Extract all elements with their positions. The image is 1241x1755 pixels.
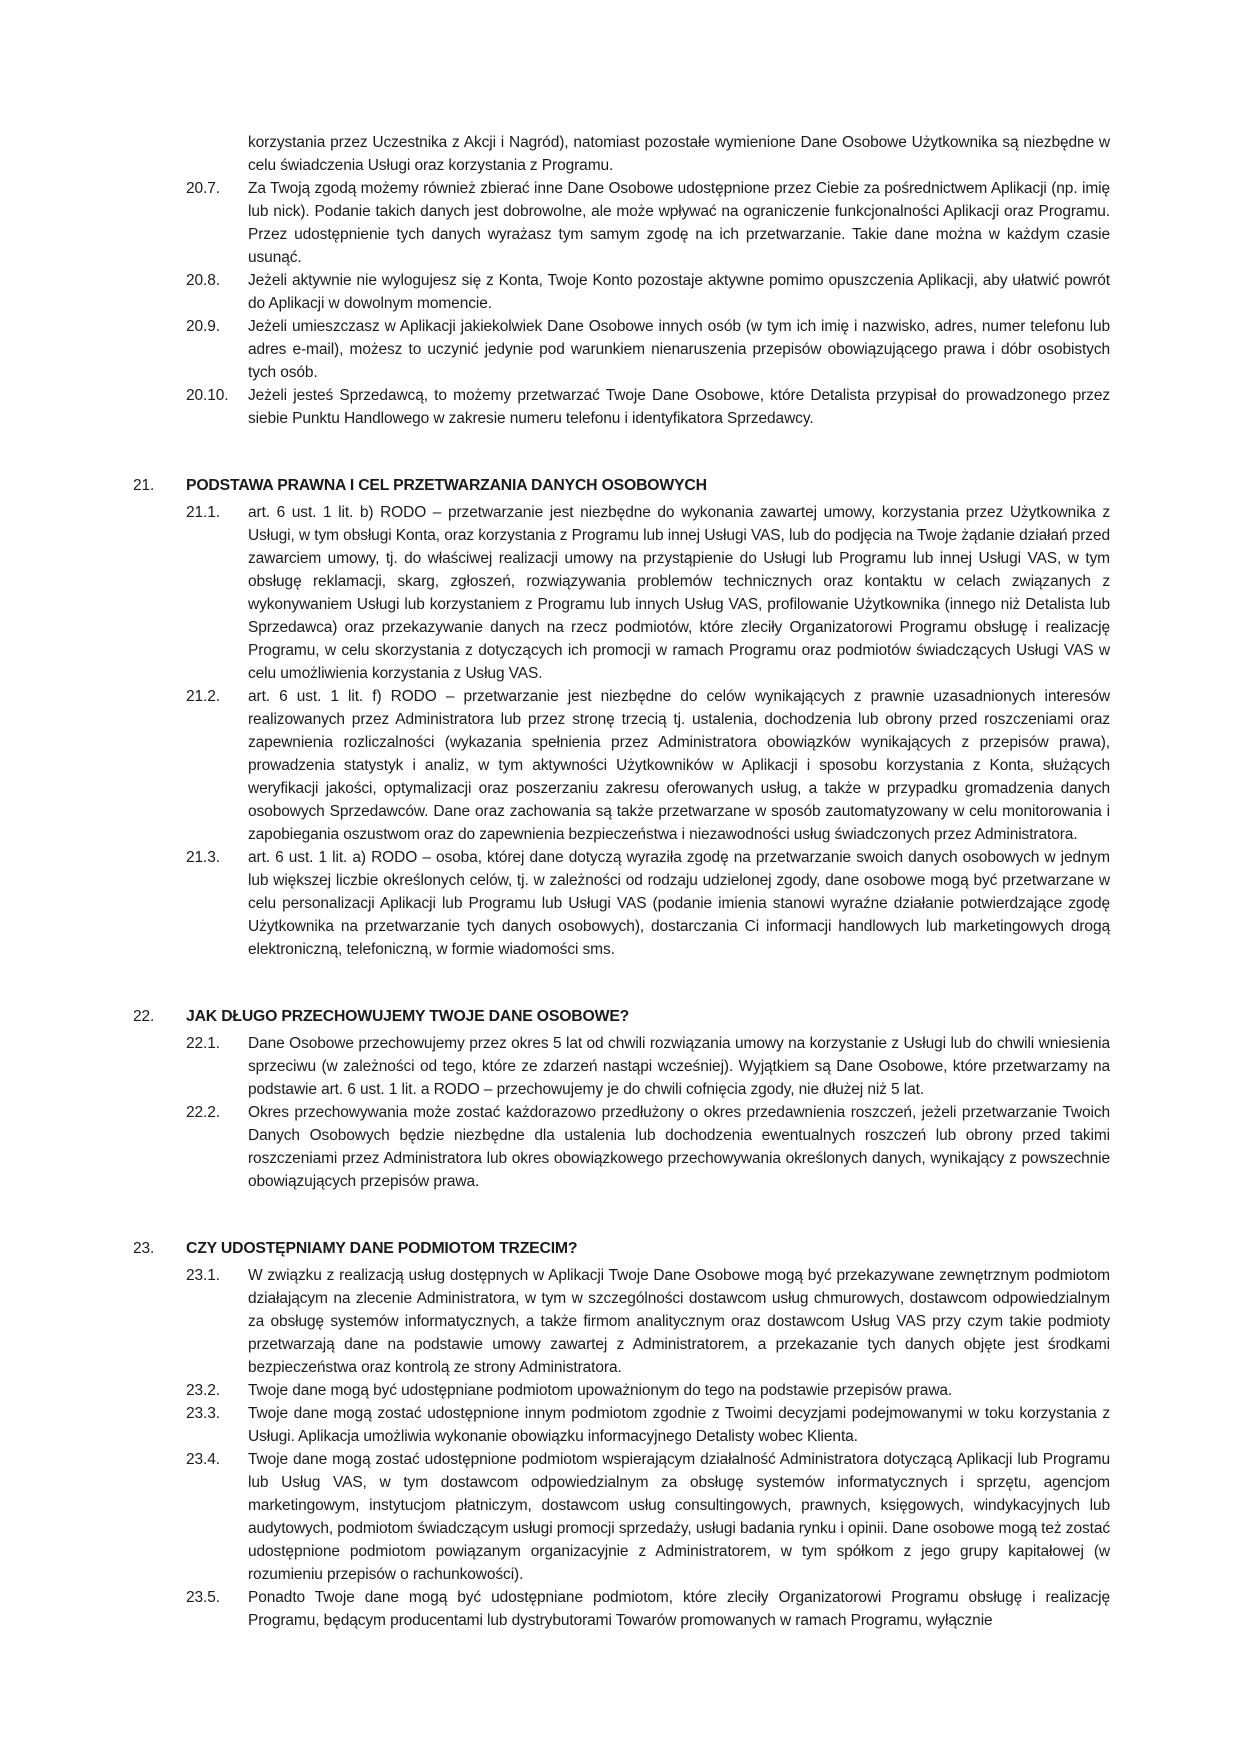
section-22-heading bbox=[133, 1005, 1110, 1028]
section-title: CZY UDOSTĘPNIAMY DANE PODMIOTOM TRZECIM? bbox=[186, 1240, 578, 1257]
clause-text: Twoje dane mogą zostać udostępnione podmiotom wspierającym działalność Administratora dotyczącą Aplikacji lub Programu lub Usług VAS, w tym dostawcom odpowiedzialnym za obsługę systemów informatycznych i sprzętu, agencjom marketingowym, instytucjom płatniczym, dostawcom usług consultingowych, prawnych, księgowych, windykacyjnych lub audytowych, podmiotom świadczącym usługi promocji sprzedaży, usługi badania rynku i opinii. Dane osobowe mogą też zostać udostępnione podmiotom powiązanym organizacyjnie z Administratorem, w tym spółkom z jego grupy kapitałowej (w rozumieniu przepisów o rachunkowości). bbox=[248, 1451, 1110, 1583]
clause-number: 23.5. bbox=[186, 1589, 220, 1606]
section-number: 23. bbox=[133, 1240, 155, 1257]
clause-text: Jeżeli jesteś Sprzedawcą, to możemy przetwarzać Twoje Dane Osobowe, które Detalista przypisał do prowadzonego przez siebie Punktu Handlowego w zakresie numeru telefonu i identyfikatora Sprzedawcy. bbox=[248, 387, 1110, 427]
clause-text: Jeżeli aktywnie nie wylogujesz się z Konta, Twoje Konto pozostaje aktywne pomimo opuszczenia Aplikacji, aby ułatwić powrót do Aplikacji w dowolnym momencie. bbox=[248, 272, 1110, 312]
clause-number: 23.2. bbox=[186, 1382, 220, 1399]
clause-22-2 bbox=[186, 1101, 1110, 1193]
section-21-heading bbox=[133, 474, 1110, 497]
clause-number: 23.3. bbox=[186, 1405, 220, 1422]
clause-number: 20.10. bbox=[186, 387, 229, 404]
clause-number: 20.8. bbox=[186, 272, 220, 289]
paragraph-continuation: korzystania przez Uczestnika z Akcji i Nagród), natomiast pozostałe wymienione Dane Osobowe Użytkownika są niezbędne w celu świadczenia Usługi oraz korzystania z Programu. bbox=[248, 134, 1110, 174]
clause-text: Za Twoją zgodą możemy również zbierać inne Dane Osobowe udostępnione przez Ciebie za pośrednictwem Aplikacji (np. imię lub nick). Podanie takich danych jest dobrowolne, ale może wpływać na ograniczenie funkcjonalności Aplikacji oraz Programu. Przez udostępnienie tych danych wyrażasz tym samym zgodę na ich przetwarzanie. Takie dane można w każdym czasie usunąć. bbox=[248, 180, 1110, 266]
clause-number: 20.9. bbox=[186, 318, 220, 335]
clause-number: 21.1. bbox=[186, 504, 220, 521]
clause-text: art. 6 ust. 1 lit. b) RODO – przetwarzanie jest niezbędne do wykonania zawartej umowy, korzystania przez Użytkownika z Usługi, w tym obsługi Konta, oraz korzystania z Programu lub innej Usługi VAS, lub do podjęcia na Twoje żądanie działań przed zawarciem umowy, tj. do właściwej realizacji umowy na przystąpienie do Usługi lub Programu lub innej Usługi VAS, w tym obsługę reklamacji, skarg, zgłoszeń, rozwiązywania problemów technicznych oraz kontaktu w celach związanych z wykonywaniem Usługi lub korzystaniem z Programu lub innych Usług VAS, profilowanie Użytkownika (innego niż Detalista lub Sprzedawca) oraz przekazywanie danych na rzecz podmiotów, które zleciły Organizatorowi Programu obsługę i realizację Programu, w celu skorzystania z dotyczących ich promocji w ramach Programu oraz podmiotów świadczących Usługi VAS w celu umożliwienia korzystania z Usług VAS. bbox=[248, 504, 1110, 682]
clause-20-9 bbox=[186, 315, 1110, 384]
clause-number: 20.7. bbox=[186, 180, 220, 197]
clause-20-10 bbox=[186, 384, 1110, 430]
clause-23-4 bbox=[186, 1448, 1110, 1586]
clause-23-5 bbox=[186, 1586, 1110, 1632]
clause-text: Ponadto Twoje dane mogą być udostępniane podmiotom, które zleciły Organizatorowi Programu obsługę i realizację Programu, będącym producentami lub dystrybutorami Towarów promowanych w ramach Programu, wyłącznie bbox=[248, 1589, 1110, 1629]
clause-text: Twoje dane mogą być udostępniane podmiotom upoważnionym do tego na podstawie przepisów prawa. bbox=[248, 1382, 953, 1399]
document-page bbox=[133, 131, 1110, 1632]
clause-21-3 bbox=[186, 846, 1110, 961]
clause-number: 22.2. bbox=[186, 1104, 220, 1121]
clause-21-2 bbox=[186, 685, 1110, 846]
clause-22-1 bbox=[186, 1032, 1110, 1101]
clause-23-1 bbox=[186, 1264, 1110, 1379]
clause-20-7 bbox=[186, 177, 1110, 269]
clause-number: 21.3. bbox=[186, 849, 220, 866]
clause-text: Jeżeli umieszczasz w Aplikacji jakiekolwiek Dane Osobowe innych osób (w tym ich imię i nazwisko, adres, numer telefonu lub adres e-mail), możesz to uczynić jedynie pod warunkiem nienaruszenia przepisów obowiązującego prawa i dóbr osobistych tych osób. bbox=[248, 318, 1110, 381]
clause-text: art. 6 ust. 1 lit. f) RODO – przetwarzanie jest niezbędne do celów wynikających z prawnie uzasadnionych interesów realizowanych przez Administratora lub przez stronę trzecią tj. ustalenia, dochodzenia lub obrony przed roszczeniami oraz zapewnienia rozliczalności (wykazania spełnienia przez Administratora obowiązków wynikających z przepisów prawa), prowadzenia statystyk i analiz, w tym aktywności Użytkowników w Aplikacji i sposobu korzystania z Konta, służących weryfikacji jakości, optymalizacji oraz poszerzaniu zakresu oferowanych usług, a także w przypadku gromadzenia danych osobowych Sprzedawców. Dane oraz zachowania są także przetwarzane w sposób zautomatyzowany w celu monitorowania i zapobiegania oszustwom oraz do zapewnienia bezpieczeństwa i niezawodności usług świadczonych przez Administratora. bbox=[248, 688, 1110, 843]
clause-text: Dane Osobowe przechowujemy przez okres 5 lat od chwili rozwiązania umowy na korzystanie z Usługi lub do chwili wniesienia sprzeciwu (w zależności od tego, które ze zdarzeń nastąpi wcześniej). Wyjątkiem są Dane Osobowe, które przetwarzamy na podstawie art. 6 ust. 1 lit. a RODO – przechowujemy je do chwili cofnięcia zgody, nie dłużej niż 5 lat. bbox=[248, 1035, 1110, 1098]
clause-20-8 bbox=[186, 269, 1110, 315]
clause-text: W związku z realizacją usług dostępnych w Aplikacji Twoje Dane Osobowe mogą być przekazywane zewnętrznym podmiotom działającym na zlecenie Administratora, w tym w szczególności dostawcom usług chmurowych, dostawcom odpowiedzialnym za obsługę systemów informatycznych, a także firmom analitycznym oraz dostawcom Usług VAS przy czym takie podmioty przetwarzają dane na podstawie umowy zawartej z Administratorem, a przekazanie tych danych objęte jest środkami bezpieczeństwa oraz kontrolą ze strony Administratora. bbox=[248, 1267, 1110, 1376]
section-number: 22. bbox=[133, 1008, 155, 1025]
section-number: 21. bbox=[133, 477, 155, 494]
clause-number: 23.4. bbox=[186, 1451, 220, 1468]
clause-21-1 bbox=[186, 501, 1110, 685]
section-title: PODSTAWA PRAWNA I CEL PRZETWARZANIA DANYCH OSOBOWYCH bbox=[186, 477, 707, 494]
clause-number: 22.1. bbox=[186, 1035, 220, 1052]
clause-text: Okres przechowywania może zostać każdorazowo przedłużony o okres przedawnienia roszczeń, jeżeli przetwarzanie Twoich Danych Osobowych będzie niezbędne dla ustalenia lub dochodzenia ewentualnych roszczeń lub obrony przed takimi roszczeniami przez Administratora lub okres obowiązkowego przechowywania określonych danych, wynikający z powszechnie obowiązujących przepisów prawa. bbox=[248, 1104, 1110, 1190]
section-title: JAK DŁUGO PRZECHOWUJEMY TWOJE DANE OSOBOWE? bbox=[186, 1008, 630, 1025]
clause-number: 23.1. bbox=[186, 1267, 220, 1284]
section-23-heading bbox=[133, 1237, 1110, 1260]
clause-23-3 bbox=[186, 1402, 1110, 1448]
clause-text: Twoje dane mogą zostać udostępnione innym podmiotom zgodnie z Twoimi decyzjami podejmowanymi w toku korzystania z Usługi. Aplikacja umożliwia wykonanie obowiązku informacyjnego Detalisty wobec Klienta. bbox=[248, 1405, 1110, 1445]
clause-23-2 bbox=[186, 1379, 1110, 1402]
clause-number: 21.2. bbox=[186, 688, 220, 705]
clause-text: art. 6 ust. 1 lit. a) RODO – osoba, której dane dotyczą wyraziła zgodę na przetwarzanie swoich danych osobowych w jednym lub większej liczbie określonych celów, tj. w zależności od rodzaju udzielonej zgody, dane osobowe mogą być przetwarzane w celu personalizacji Aplikacji lub Programu lub Usługi VAS (podanie imienia stanowi wyraźne działanie potwierdzające zgodę Użytkownika na przetwarzanie tych danych osobowych), dostarczania Ci informacji handlowych lub marketingowych drogą elektroniczną, telefoniczną, w formie wiadomości sms. bbox=[248, 849, 1110, 958]
